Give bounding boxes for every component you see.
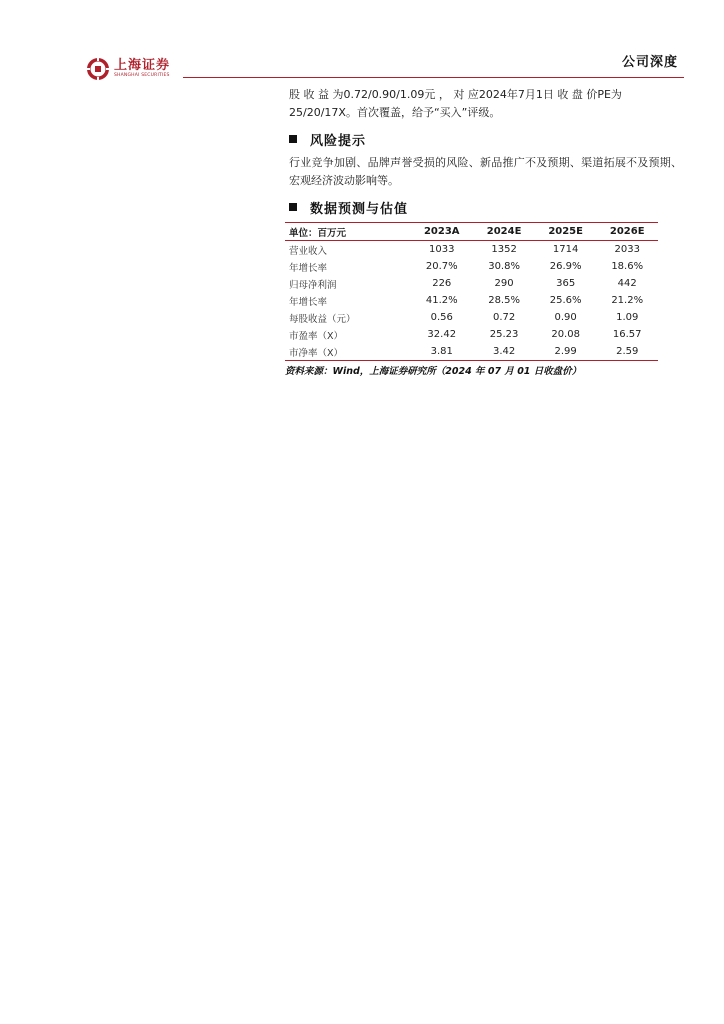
table-header-row [285, 223, 658, 241]
table-cell: 32.42 [427, 329, 457, 340]
forecast-table-wrapper [285, 222, 658, 361]
company-logo [86, 56, 170, 82]
table-row [285, 275, 658, 292]
intro-line-2: 25/20/17X。首次覆盖，给予“买入”评级。 [289, 106, 501, 119]
intro-paragraph [289, 86, 682, 122]
risk-paragraph: 行业竞争加剧、品牌声誉受损的风险、新品推广不及预期、渠道拓展不及预期、宏观经济波动影响等。 [289, 156, 682, 187]
table-row [285, 343, 658, 361]
table-cell: 1352 [491, 244, 517, 255]
table-cell: 18.6% [611, 261, 644, 272]
row-label: 市盈率（X） [289, 330, 344, 342]
table-cell: 21.2% [611, 295, 644, 306]
row-label: 每股收益（元） [289, 313, 356, 325]
table-cell: 0.56 [430, 312, 453, 323]
table-cell: 226 [432, 278, 452, 289]
table-cell: 3.42 [492, 346, 516, 357]
table-cell: 2.59 [616, 346, 639, 357]
table-cell: 442 [617, 278, 637, 289]
forecast-table [285, 222, 658, 361]
table-cell: 25.23 [489, 329, 519, 340]
table-cell: 0.90 [554, 312, 577, 323]
square-bullet-icon [289, 135, 297, 143]
table-cell: 1714 [552, 244, 579, 255]
table-cell: 2033 [614, 244, 640, 255]
header-divider [183, 77, 684, 78]
table-cell: 28.5% [488, 295, 520, 306]
table-cell: 365 [556, 278, 576, 289]
table-cell: 26.9% [549, 261, 582, 272]
square-bullet-icon [289, 203, 297, 211]
risk-title: 风险提示 [310, 133, 367, 149]
table-cell: 3.81 [430, 346, 453, 357]
forecast-heading [289, 196, 682, 218]
intro-line-1: 股 收 益 为0.72/0.90/1.09元 ， 对 应2024年7月1日 收 盘 价PE为 [289, 88, 622, 101]
table-cell: 16.57 [612, 329, 642, 340]
table-row [285, 241, 658, 259]
column-header: 2026E [609, 226, 645, 237]
unit-label: 单位：百万元 [289, 227, 347, 239]
table-cell: 41.2% [425, 295, 458, 306]
logo-subtitle: SHANGHAI SECURITIES [114, 73, 170, 79]
table-row [285, 258, 658, 275]
table-source-note: 资料来源：Wind，上海证券研究所（2024 年 07 月 01 日收盘价） [285, 366, 582, 377]
column-header: 2024E [486, 226, 522, 237]
table-cell: 30.8% [488, 261, 520, 272]
logo-title: 上海证券 [114, 58, 171, 74]
table-cell: 25.6% [549, 295, 582, 306]
section-tag: 公司深度 [621, 55, 678, 70]
row-label: 营业收入 [289, 245, 328, 257]
row-label: 归母净利润 [289, 279, 337, 291]
table-row [285, 292, 658, 309]
risk-heading [289, 128, 682, 150]
table-cell: 1033 [429, 244, 455, 255]
table-cell: 1.09 [616, 312, 639, 323]
column-header: 2025E [548, 226, 583, 237]
table-cell: 0.72 [492, 312, 516, 323]
table-cell: 2.99 [554, 346, 577, 357]
table-cell: 20.7% [425, 261, 458, 272]
row-label: 市净率（X） [289, 347, 344, 359]
row-label: 年增长率 [289, 262, 328, 274]
table-row [285, 309, 658, 326]
main-content [285, 86, 682, 377]
forecast-title: 数据预测与估值 [310, 201, 409, 217]
table-row [285, 326, 658, 343]
shanghai-securities-logo-icon [86, 57, 110, 81]
row-label: 年增长率 [289, 296, 328, 308]
table-cell: 290 [494, 278, 514, 289]
table-cell: 20.08 [551, 329, 580, 340]
column-header: 2023A [423, 226, 460, 237]
